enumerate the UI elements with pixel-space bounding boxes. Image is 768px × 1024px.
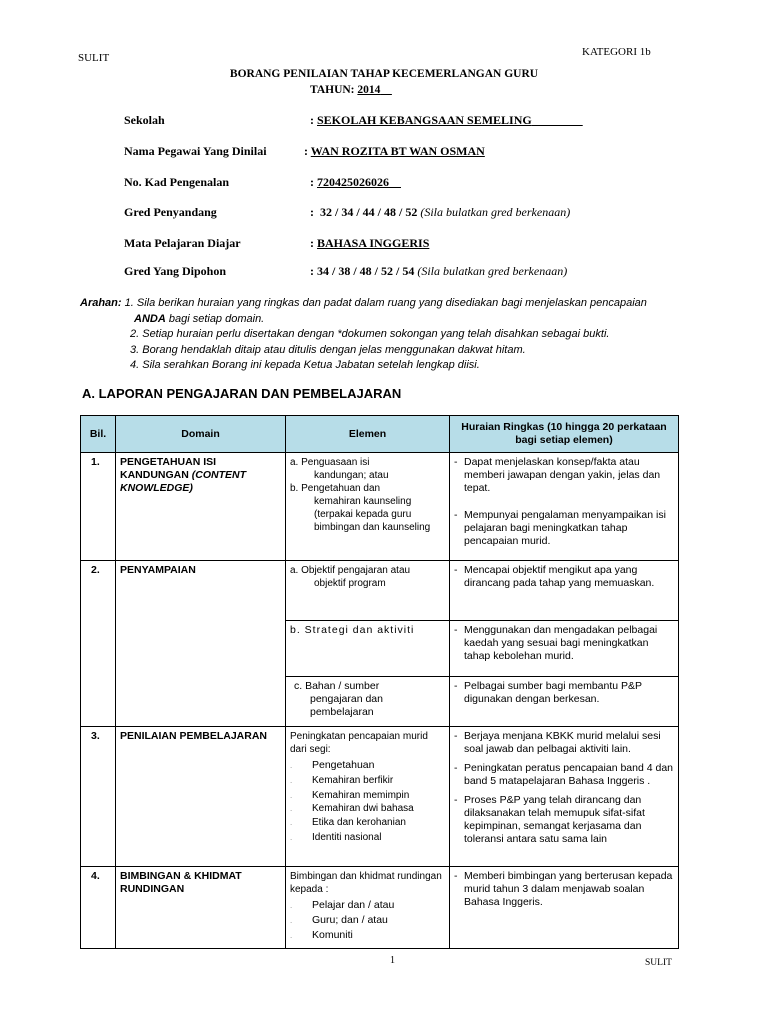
form-title: BORANG PENILAIAN TAHAP KECEMERLANGAN GURU <box>229 68 539 80</box>
field-value-mata-pelajaran: : BAHASA INGGERIS <box>310 236 430 250</box>
domain-cell: PENYAMPAIAN <box>116 561 286 727</box>
header-domain: Domain <box>116 416 286 453</box>
field-label-gred-penyandang: Gred Penyandang <box>124 205 217 219</box>
field-value-gred-penyandang: : 32 / 34 / 44 / 48 / 52 (Sila bulatkan gred berkenaan) <box>310 205 571 219</box>
header-bil: Bil. <box>81 416 116 453</box>
elemen-cell: b. Strategi dan aktiviti <box>286 621 450 677</box>
elemen-cell: Bimbingan dan khidmat rundingan kepada : . Pelajar dan / atau . Guru; dan / atau . Komuniti <box>286 867 450 949</box>
field-value-sekolah: : SEKOLAH KEBANGSAAN SEMELING <box>310 113 532 127</box>
arahan-block <box>80 296 700 374</box>
huraian-cell: - Menggunakan dan mengadakan pelbagai kaedah yang sesuai bagi meningkatkan tahap kebolehan murid. <box>450 621 679 677</box>
table-row <box>81 453 679 561</box>
field-label-mata-pelajaran: Mata Pelajaran Diajar <box>124 236 241 250</box>
field-label-nama: Nama Pegawai Yang Dinilai <box>124 144 267 158</box>
huraian-cell: - Mencapai objektif mengikut apa yang dirancang pada tahap yang memuaskan. <box>450 561 679 621</box>
field-value-gred-dipohon: : 34 / 38 / 48 / 52 / 54 (Sila bulatkan gred berkenaan) <box>310 264 568 278</box>
arahan-line-4: 4. Sila serahkan Borang ini kepada Ketua Jabatan setelah lengkap diisi. <box>130 359 480 371</box>
huraian-cell: - Berjaya menjana KBKK murid melalui sesi soal jawab dan pelbagai aktiviti lain. - Peningkatan peratus pencapaian band 4 dan band 5 matapelajaran Bahasa Inggeris . - Proses P&P yang telah dirancang dan dilaksanakan telah memupuk sifat-sifat kepimpinan, semangat kerjasama dan toleransi antara satu sama lain <box>450 727 679 867</box>
field-value-kad: : 720425026026 <box>310 175 389 189</box>
arahan-line-2: 2. Setiap huraian perlu disertakan dengan *dokumen sokongan yang telah disahkan sebagai bukti. <box>130 328 610 340</box>
field-label-gred-dipohon: Gred Yang Dipohon <box>124 264 227 278</box>
sulit-label-top: SULIT <box>78 52 110 64</box>
list-item: . Etika dan kerohanian <box>290 817 406 828</box>
list-item: . Pengetahuan <box>290 759 375 771</box>
arahan-line-1b: ANDA bagi setiap domain. <box>134 312 265 325</box>
row-number: 3. <box>81 727 116 867</box>
huraian-cell: - Pelbagai sumber bagi membantu P&P digunakan dengan berkesan. <box>450 677 679 727</box>
list-item: . Identiti nasional <box>290 832 382 843</box>
tahun-value: 2014 <box>357 84 381 96</box>
domain-cell: PENILAIAN PEMBELAJARAN <box>116 727 286 867</box>
list-item: . Guru; dan / atau <box>290 914 388 926</box>
row-number: 1. <box>81 453 116 561</box>
tahun-label: TAHUN: <box>310 84 355 96</box>
field-value-nama: : WAN ROZITA BT WAN OSMAN <box>304 144 485 158</box>
huraian-cell: - Dapat menjelaskan konsep/fakta atau memberi jawapan dengan yakin, jelas dan tepat. - Mempunyai pengalaman menyampaikan isi pelajaran bagi meningkatkan tahap pencapaian murid. <box>450 453 679 561</box>
section-title: A. LAPORAN PENGAJARAN DAN PEMBELAJARAN <box>82 386 402 401</box>
header-huraian: Huraian Ringkas (10 hingga 20 perkataan bagi setiap elemen) <box>450 416 679 453</box>
row-number: 2. <box>81 561 116 727</box>
arahan-label: Arahan: <box>80 297 122 309</box>
huraian-cell: - Memberi bimbingan yang berterusan kepada murid tahun 3 dalam menjawab soalan Bahasa Inggeris. <box>450 867 679 949</box>
arahan-line-1: Arahan: 1. Sila berikan huraian yang ringkas dan padat dalam ruang yang disediakan bagi menjelaskan pencapaian <box>80 297 647 309</box>
elemen-cell: Peningkatan pencapaian murid dari segi: . Pengetahuan . Kemahiran berfikir . Kemahiran memimpin . Kemahiran dwi bahasa . Etika dan kerohanian . Identiti nasional <box>286 727 450 867</box>
domain-cell: PENGETAHUAN ISI KANDUNGAN (CONTENT KNOWLEDGE) <box>116 453 286 561</box>
list-item: . Pelajar dan / atau <box>290 899 395 911</box>
list-item: . Kemahiran memimpin <box>290 790 410 801</box>
tahun-line <box>310 84 392 96</box>
row-number: 4. <box>81 867 116 949</box>
table-header-row <box>81 416 679 453</box>
field-label-kad: No. Kad Pengenalan <box>124 175 230 189</box>
list-item: . Komuniti <box>290 929 353 941</box>
table-row <box>81 867 679 949</box>
list-item: . Kemahiran berfikir <box>290 775 394 786</box>
list-item: . Kemahiran dwi bahasa <box>290 803 414 814</box>
elemen-cell: a. Penguasaan isi kandungan; atau b. Pengetahuan dan kemahiran kaunseling (terpakai kepada guru bimbingan dan kaunseling <box>286 453 450 561</box>
domain-cell: BIMBINGAN & KHIDMAT RUNDINGAN <box>116 867 286 949</box>
elemen-cell: c. Bahan / sumber pengajaran dan pembelajaran <box>286 677 450 727</box>
laporan-table <box>80 415 679 949</box>
arahan-line-3: 3. Borang hendaklah ditaip atau ditulis dengan jelas menggunakan dakwat hitam. <box>130 343 526 356</box>
header-elemen: Elemen <box>286 416 450 453</box>
table-row <box>81 727 679 867</box>
field-label-sekolah: Sekolah <box>124 113 165 127</box>
table-row <box>81 561 679 621</box>
elemen-cell: a. Objektif pengajaran atau objektif program <box>286 561 450 621</box>
kategori-label: KATEGORI 1b <box>582 46 651 58</box>
page-number: 1 <box>390 955 395 966</box>
sulit-label-bottom: SULIT <box>645 958 672 968</box>
